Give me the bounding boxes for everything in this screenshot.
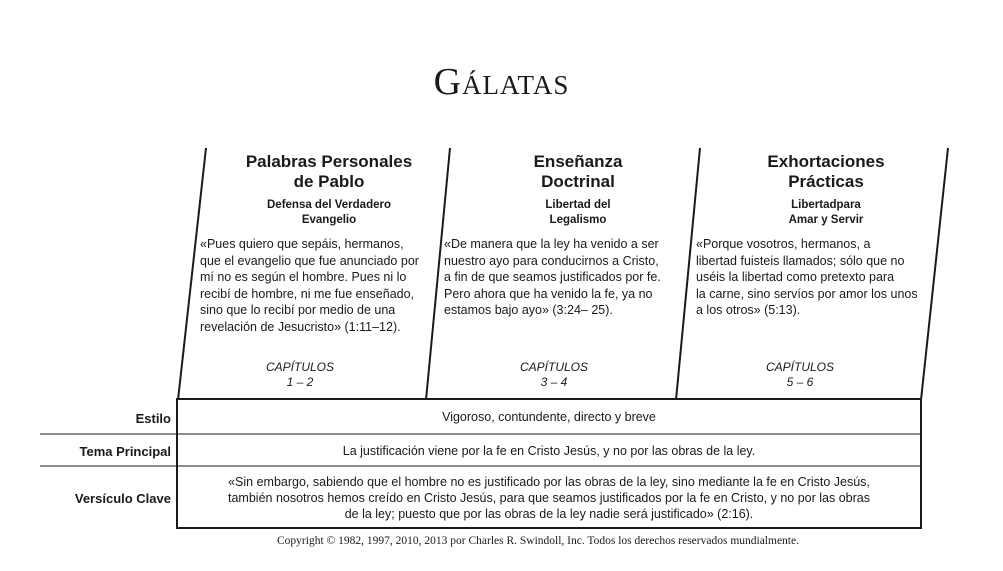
section-subheading: Libertad del Legalismo xyxy=(545,199,611,226)
tema-principal-label: Tema Principal xyxy=(79,444,171,459)
section-doctrinal xyxy=(466,152,690,228)
chapters-label: CAPÍTULOS 1 – 2 xyxy=(265,360,334,389)
versiculo-clave-label: Versículo Clave xyxy=(74,491,171,506)
section-heading: Exhortaciones Prácticas xyxy=(767,152,885,191)
section-heading: Enseñanza Doctrinal xyxy=(533,152,623,191)
chapters-label: CAPÍTULOS 5 – 6 xyxy=(765,360,834,389)
section-heading: Palabras Personales de Pablo xyxy=(245,152,413,191)
versiculo-clave-text: «Sin embargo, sabiendo que el hombre no es justificado por las obras de la ley, sino mediante la fe en Cristo Jesús, también nosotros hemos creído en Cristo Jesús, para que seamos justificados por la fe en Cristo, y no por las obras de la ley; puesto que por las obras de la ley nadie será justificado» (2:16). xyxy=(228,475,870,521)
chapters-label: CAPÍTULOS 3 – 4 xyxy=(519,360,588,389)
section-subheading: Defensa del Verdadero Evangelio xyxy=(267,199,391,226)
section-personal xyxy=(222,152,436,228)
section-quote: «De manera que la ley ha venido a ser nuestro ayo para conducirnos a Cristo, a fin de que seamos justificados por fe. Pero ahora que ha venido la fe, ya no estamos bajo ayo» (3:24– 25). xyxy=(444,237,661,317)
section-quote: «Porque vosotros, hermanos, a libertad fuisteis llamados; sólo que no uséis la libertad como pretexto para la carne, sino servíos por amor los unos a los otros» (5:13). xyxy=(696,237,918,317)
tema-principal-text: La justificación viene por la fe en Cristo Jesús, y no por las obras de la ley. xyxy=(342,444,756,458)
estilo-label: Estilo xyxy=(135,411,171,426)
page-title: Gálatas xyxy=(433,61,570,103)
estilo-text: Vigoroso, contundente, directo y breve xyxy=(442,410,656,424)
section-practical xyxy=(714,152,938,228)
copyright-notice: Copyright © 1982, 1997, 2010, 2013 por Charles R. Swindoll, Inc. Todos los derechos reservados mundialmente. xyxy=(277,535,799,547)
section-subheading: Libertadpara Amar y Servir xyxy=(788,199,864,226)
section-quote: «Pues quiero que sepáis, hermanos, que el evangelio que fue anunciado por mí no es según el hombre. Pues ni lo recibí de hombre, ni me fue enseñado, sino que lo recibí por medio de una revelación de Jesucristo» (1:11–12). xyxy=(200,237,419,334)
